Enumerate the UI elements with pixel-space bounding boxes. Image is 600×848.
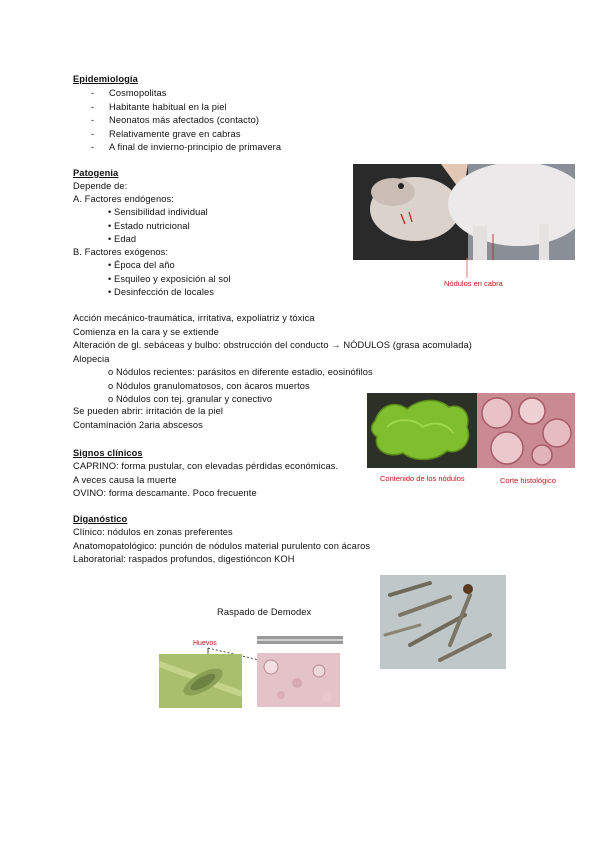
exogenos-item: • Esquileo y exposición al sol xyxy=(108,273,231,284)
patogenia-heading: Patogenia xyxy=(73,168,119,178)
epidemiologia-bullet: - xyxy=(91,101,95,112)
diagnostico-heading: Diganóstico xyxy=(73,514,128,524)
signos-line-item: A veces causa la muerte xyxy=(73,474,177,485)
epidemiologia-bullet: - xyxy=(91,142,95,152)
epidemiologia-item: Neonatos más afectados (contacto) xyxy=(109,115,260,125)
cabra-arrow-line xyxy=(466,258,468,278)
exogenos-item: • Desinfección de locales xyxy=(108,287,215,297)
diagnostico-line-item: Anatomopatológico: punción de nódulos material purulento con ácaros xyxy=(73,540,371,551)
epidemiologia-item: Relativamente grave en cabras xyxy=(109,128,241,139)
depende-label: Depende de: xyxy=(73,181,128,191)
signos-line-item: CAPRINO: forma pustular, con elevadas pérdidas económicas. xyxy=(73,461,339,471)
diagnostico-line-item: Clínico: nódulos en zonas preferentes xyxy=(73,527,233,537)
nodulo-item: o Nódulos recientes: parásitos en diferente estadio, eosinófilos xyxy=(108,367,373,377)
epidemiologia-item: Habitante habitual en la piel xyxy=(109,101,227,112)
nodulo-item: o Nódulos con tej. granular y conectivo xyxy=(108,394,273,404)
nodulos-photos xyxy=(367,393,575,468)
raspado-title: Raspado de Demodex xyxy=(217,607,312,617)
huevos-label: Huevos xyxy=(193,640,217,647)
cabra-caption: Nódulos en cabra xyxy=(444,279,503,288)
epidemiologia-heading: Epidemiología xyxy=(73,74,138,84)
endogenos-item: • Edad xyxy=(108,234,137,244)
patogenia-line2-item: Se pueden abrir: irritación de la piel xyxy=(73,406,224,416)
raspado-photo-pink xyxy=(257,653,340,707)
patogenia-line2-item: Contaminación 2aria abscesos xyxy=(73,419,203,430)
patogenia-line-item: Alteración de gl. sebáceas y bulbo: obstrucción del conducto → NÓDULOS (grasa acomulada) xyxy=(73,340,472,350)
signos-heading: Signos clínicos xyxy=(73,448,143,458)
epidemiologia-bullet: - xyxy=(91,88,95,98)
patogenia-line-item: Comienza en la cara y se extiende xyxy=(73,326,219,337)
nodulo-item: o Nódulos granulomatosos, con ácaros muertos xyxy=(108,380,310,391)
corte-caption: Corte histológico xyxy=(500,476,556,485)
epidemiologia-item: A final de invierno-principio de primavera xyxy=(109,142,282,152)
endogenos-heading: A. Factores endógenos: xyxy=(73,194,174,204)
exogenos-heading: B. Factores exógenos: xyxy=(73,247,169,257)
contenido-caption: Contenido de los nódulos xyxy=(380,474,465,483)
goat-photo xyxy=(353,164,575,260)
epidemiologia-bullet: - xyxy=(91,115,95,125)
exogenos-item: • Época del año xyxy=(108,260,175,270)
raspado-photo-green xyxy=(159,654,242,708)
demodex-microscopy-photo xyxy=(380,575,506,669)
signos-line-item: OVINO: forma descamante. Poco frecuente xyxy=(73,488,257,498)
epidemiologia-bullet: - xyxy=(91,128,95,139)
endogenos-item: • Sensibilidad individual xyxy=(108,207,208,217)
patogenia-line-item: Alopecia xyxy=(73,353,110,364)
raspado-strip xyxy=(257,636,343,644)
diagnostico-line-item: Laboratorial: raspados profundos, digestióncon KOH xyxy=(73,554,295,564)
patogenia-line-item: Acción mecánico-traumática, irritativa, expoliatriz y tóxica xyxy=(73,313,315,323)
epidemiologia-item: Cosmopolitas xyxy=(109,88,167,98)
endogenos-item: • Estado nutricional xyxy=(108,220,190,231)
